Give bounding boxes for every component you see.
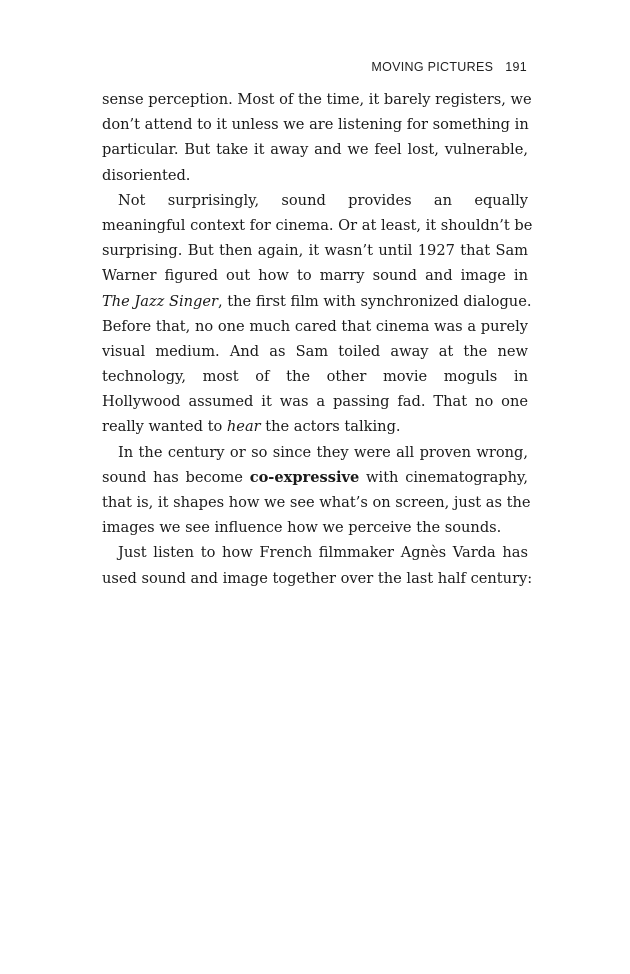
text-line: meaningful context for cinema. Or at least, it shouldn’t be (102, 216, 533, 234)
text-line-start: really wanted to (102, 418, 227, 436)
text-line-end: the actors talking. (260, 418, 401, 436)
text-line-rest: , the first film with synchronized dialogue. (218, 292, 532, 310)
text-line: technology, most of the other movie moguls in (102, 368, 528, 386)
text-line: that is, it shapes how we see what’s on screen, just as the (102, 494, 531, 511)
text-line: don’t attend to it unless we are listening for something in (102, 116, 529, 134)
text-line: particular. But take it away and we feel lost, vulnerable, (102, 141, 528, 159)
page-number: 191 (505, 60, 527, 74)
text-line: sense perception. Most of the time, it barely registers, we (102, 91, 532, 108)
text-line (102, 414, 528, 439)
text-line: images we see influence how we perceive the sounds. (102, 519, 502, 537)
text-line: Not surprisingly, sound provides an equally (118, 191, 528, 209)
text-line: disoriented. (102, 166, 191, 184)
text-line (102, 289, 532, 314)
text-line-end: with cinematography, (359, 468, 528, 486)
text-line: Warner figured out how to marry sound and image in (102, 267, 528, 285)
text-line: used sound and image together over the last half century: (102, 569, 533, 587)
text-line: Before that, no one much cared that cinema was a purely (102, 317, 528, 335)
running-header (371, 60, 527, 74)
text-line: In the century or so since they were all proven wrong, (118, 443, 528, 461)
text-line: Hollywood assumed it was a passing fad. That no one (102, 393, 528, 411)
film-title: The Jazz Singer (102, 292, 218, 310)
text-line (102, 465, 528, 490)
text-line: visual medium. And as Sam toiled away at the new (102, 342, 528, 360)
text-line-start: sound has become (102, 468, 250, 486)
body-text (102, 87, 533, 591)
text-line: Just listen to how French filmmaker Agnès Varda has (118, 544, 528, 562)
text-line: surprising. But then again, it wasn’t until 1927 that Sam (102, 242, 528, 260)
emphasis-hear: hear (226, 418, 261, 436)
term-co-expressive: co-expressive (249, 468, 360, 486)
running-title: MOVING PICTURES (371, 60, 494, 74)
